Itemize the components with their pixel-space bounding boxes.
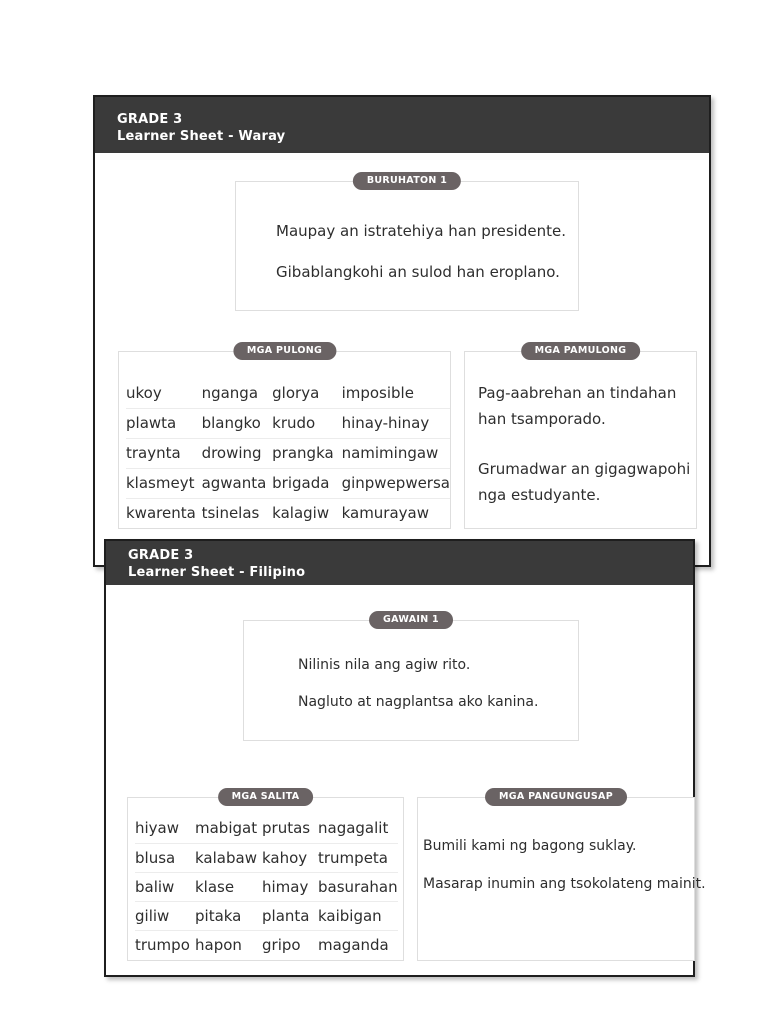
word-cell: agwanta	[202, 468, 273, 498]
learner-sheet-waray	[93, 95, 711, 567]
word-table	[135, 814, 398, 959]
sheet-subtitle: Learner Sheet - Waray	[117, 129, 286, 144]
word-cell: hapon	[195, 935, 242, 954]
word-row	[135, 901, 398, 930]
word-cell: basurahan	[318, 872, 398, 901]
sentence-item: Pag-aabrehan an tindahan han tsamporado.	[478, 384, 677, 428]
words-box	[118, 345, 451, 529]
word-cell: brigada	[272, 468, 341, 498]
words-label: MGA SALITA	[218, 788, 314, 806]
word-table-body	[135, 814, 398, 959]
word-cell: kaibigan	[318, 901, 398, 930]
task-sentence: Maupay an istratehiya han presidente.	[276, 222, 566, 240]
word-cell: himay	[262, 872, 318, 901]
word-cell: kwarenta	[126, 504, 196, 523]
word-cell: prangka	[272, 438, 341, 468]
word-cell: nagagalit	[318, 814, 398, 843]
words-box	[127, 791, 404, 961]
task-sentence: Nagluto at nagplantsa ako kanina.	[298, 694, 539, 710]
learner-sheet-filipino	[104, 539, 706, 977]
word-row	[135, 843, 398, 872]
word-cell: kalabaw	[195, 843, 262, 872]
word-table	[126, 378, 450, 528]
word-row	[126, 498, 450, 528]
task-box	[235, 175, 579, 311]
word-cell: baliw	[135, 872, 195, 901]
sentences-box	[464, 345, 697, 529]
task-sentence: Gibablangkohi an sulod han eroplano.	[276, 263, 560, 281]
word-cell: kahoy	[262, 843, 318, 872]
word-cell: ukoy	[126, 378, 202, 408]
word-row	[135, 872, 398, 901]
word-cell: glorya	[272, 378, 341, 408]
sheet-subtitle: Learner Sheet - Filipino	[128, 565, 306, 580]
word-cell: kamurayaw	[341, 504, 430, 523]
word-cell: traynta	[126, 438, 202, 468]
word-cell: hiyaw	[135, 814, 195, 843]
word-cell: klasmeyt	[126, 468, 202, 498]
word-row	[135, 930, 398, 959]
word-cell: mabigat	[195, 814, 262, 843]
word-cell: gripo	[262, 935, 301, 954]
word-cell: planta	[262, 901, 318, 930]
word-cell: imposible	[342, 378, 450, 408]
grade-label: GRADE 3	[128, 548, 194, 563]
word-cell: klase	[195, 872, 262, 901]
word-cell: giliw	[135, 901, 195, 930]
word-cell: ginpwepwersa	[342, 468, 450, 498]
grade-label: GRADE 3	[117, 112, 183, 127]
word-row	[126, 468, 450, 498]
word-cell: drowing	[202, 438, 273, 468]
word-cell: blangko	[202, 408, 273, 438]
word-row	[126, 378, 450, 408]
sentences-box	[417, 791, 706, 961]
word-cell: plawta	[126, 408, 202, 438]
word-cell: trumpeta	[318, 843, 398, 872]
word-row	[126, 408, 450, 438]
task-label: BURUHATON 1	[353, 172, 461, 190]
word-table-body	[126, 378, 450, 528]
sentences-label: MGA PAMULONG	[521, 342, 641, 360]
word-cell: tsinelas	[201, 504, 260, 523]
word-cell: trumpo	[135, 935, 190, 954]
word-cell: nganga	[202, 378, 273, 408]
words-label: MGA PULONG	[233, 342, 336, 360]
task-label: GAWAIN 1	[369, 611, 453, 629]
word-cell: pitaka	[195, 901, 262, 930]
word-cell: blusa	[135, 843, 195, 872]
word-cell: kalagiw	[272, 504, 330, 523]
sentence-item: Grumadwar an gigagwapohi nga estudyante.	[478, 460, 691, 504]
sentence-item: Masarap inumin ang tsokolateng mainit.	[423, 876, 706, 892]
sheet-header	[95, 97, 709, 153]
word-row	[126, 438, 450, 468]
word-cell: krudo	[272, 408, 341, 438]
task-box	[243, 614, 579, 741]
word-row	[135, 814, 398, 843]
sentences-label: MGA PANGUNGUSAP	[485, 788, 627, 806]
word-cell: hinay-hinay	[342, 408, 450, 438]
task-sentence: Nilinis nila ang agiw rito.	[298, 657, 471, 673]
word-cell: prutas	[262, 814, 318, 843]
word-cell: maganda	[318, 935, 389, 954]
word-cell: namimingaw	[342, 438, 450, 468]
sheet-header	[106, 541, 693, 585]
sentence-item: Bumili kami ng bagong suklay.	[423, 838, 637, 854]
